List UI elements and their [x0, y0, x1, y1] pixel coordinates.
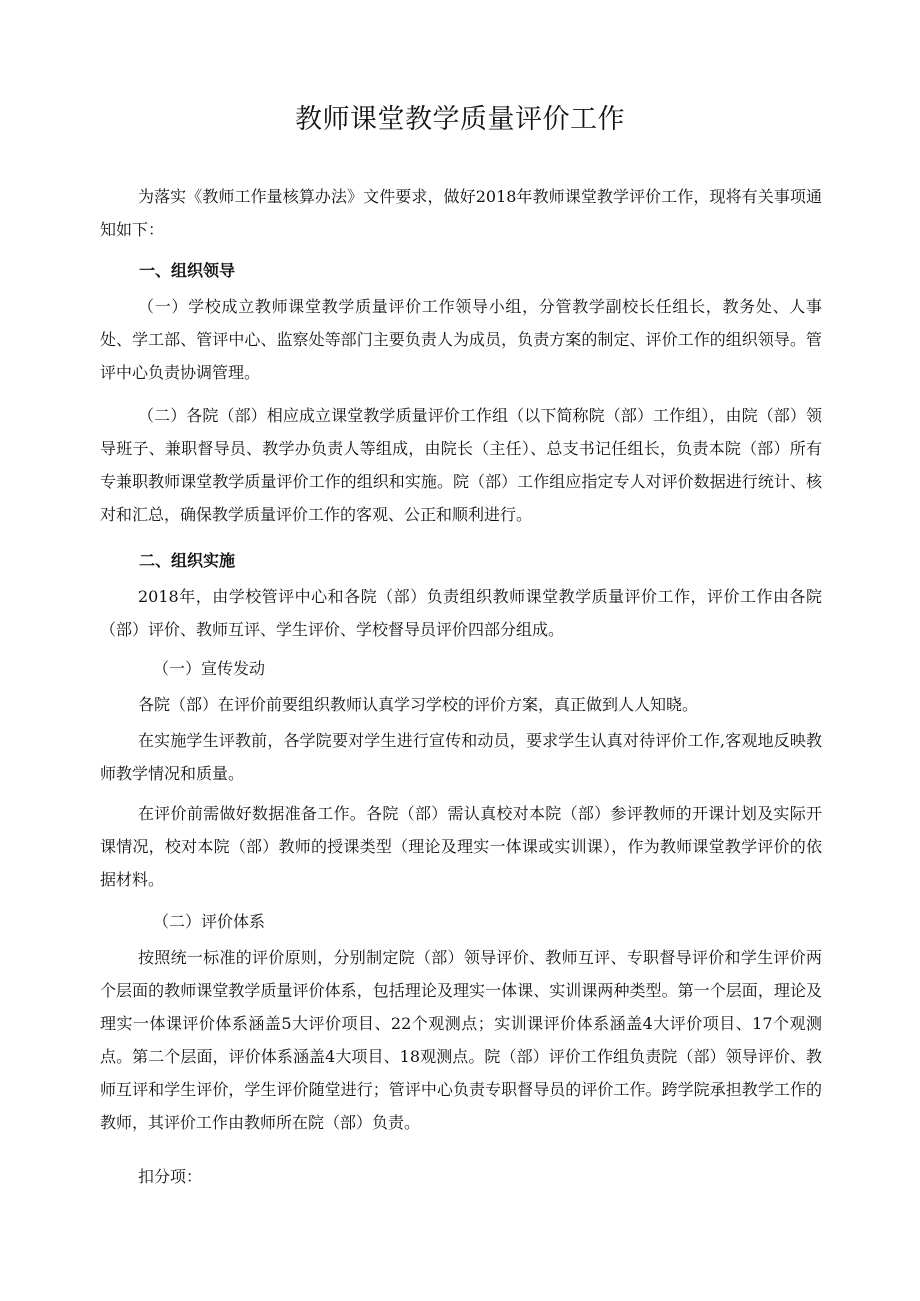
paragraph-deductions: 扣分项： [138, 1167, 203, 1186]
paragraph-data-preparation: 在评价前需做好数据准备工作。各院（部）需认真校对本院（部）参评教师的开课计划及实际开课情况，校对本院（部）教师的授课类型（理论及理实一体课或实训课），作为教师课堂教学评价的依据材料。 [100, 804, 822, 889]
paragraph-implementation-overview: 2018年，由学校管评中心和各院（部）负责组织教师课堂教学质量评价工作，评价工作由各院（部）评价、教师互评、学生评价、学校督导员评价四部分组成。 [100, 587, 822, 639]
paragraph-department-workgroup: （二）各院（部）相应成立课堂教学质量评价工作组（以下简称院（部）工作组），由院（部）领导班子、兼职督导员、教学办负责人等组成，由院长（主任）、总支书记任组长，负责本院（部）所有专兼职教师课堂教学质量评价工作的组织和实施。院（部）工作组应指定专人对评价数据进行统计、核对和汇总，确保教学质量评价工作的客观、公正和顺利进行。 [100, 406, 822, 524]
document-title: 教师课堂教学质量评价工作 [295, 104, 625, 135]
subheading-publicity: （一）宣传发动 [153, 659, 266, 678]
section-heading-organization-implementation: 二、组织实施 [139, 551, 236, 570]
paragraph-leadership-group: （一）学校成立教师课堂教学质量评价工作领导小组，分管教学副校长任组长，教务处、人事处、学工部、管评中心、监察处等部门主要负责人为成员，负责方案的制定、评价工作的组织领导。管评中心负责协调管理。 [100, 297, 822, 382]
section-heading-organization-leadership: 一、组织领导 [139, 261, 236, 280]
intro-paragraph: 为落实《教师工作量核算办法》文件要求，做好2018年教师课堂教学评价工作，现将有关事项通知如下： [100, 187, 822, 239]
paragraph-evaluation-system: 按照统一标准的评价原则，分别制定院（部）领导评价、教师互评、专职督导评价和学生评价两个层面的教师课堂教学质量评价体系，包括理论及理实一体课、实训课两种类型。第一个层面，理论及理实一体课评价体系涵盖5大评价项目、22个观测点；实训课评价体系涵盖4大评价项目、17个观测点。第二个层面，评价体系涵盖4大项目、18观测点。院（部）评价工作组负责院（部）领导评价、教师互评和学生评价，学生评价随堂进行；管评中心负责专职督导员的评价工作。跨学院承担教学工作的教师，其评价工作由教师所在院（部）负责。 [100, 948, 822, 1132]
paragraph-study-plan: 各院（部）在评价前要组织教师认真学习学校的评价方案，真正做到人人知晓。 [138, 695, 699, 714]
paragraph-student-mobilization: 在实施学生评教前，各学院要对学生进行宣传和动员，要求学生认真对待评价工作,客观地反映教师教学情况和质量。 [100, 731, 822, 783]
subheading-evaluation-system: （二）评价体系 [153, 912, 266, 931]
